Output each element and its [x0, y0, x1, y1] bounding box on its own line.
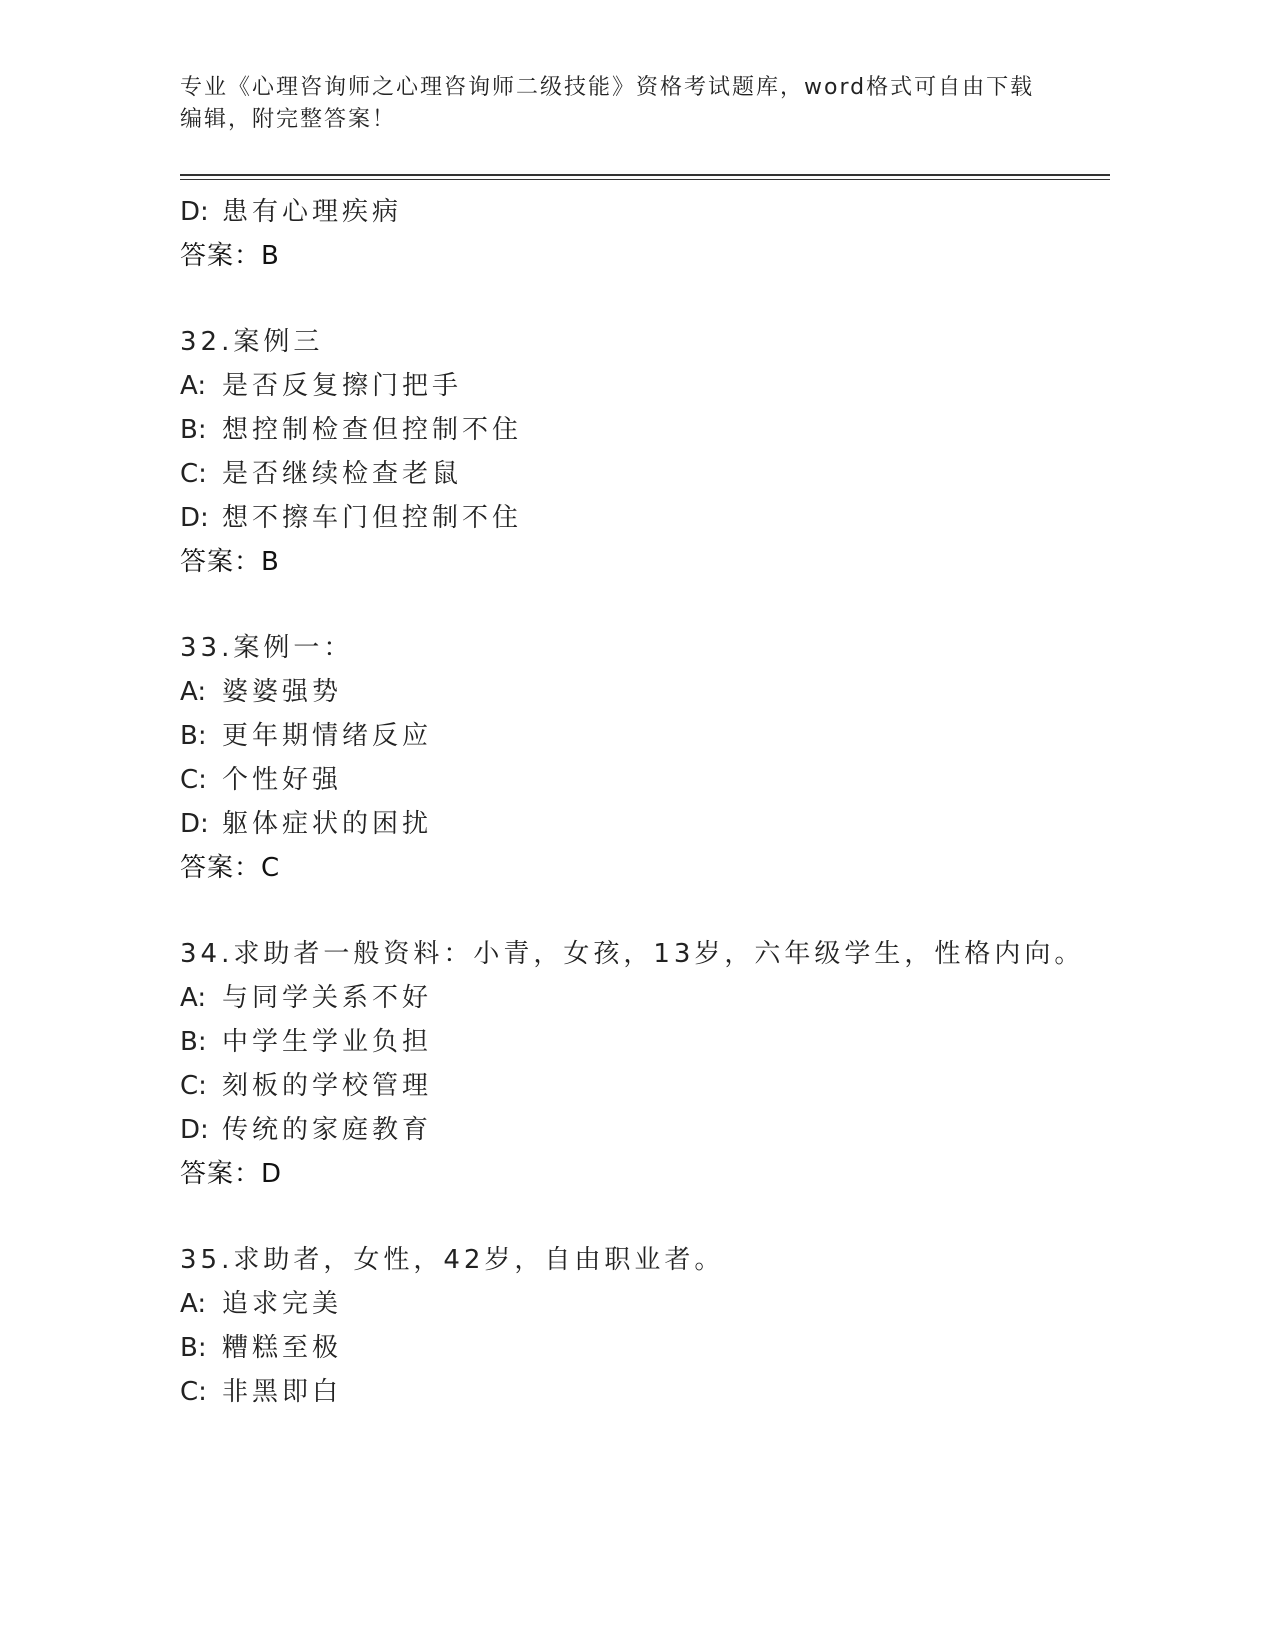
option-key: D: — [180, 503, 209, 533]
option-text: 刻板的学校管理 — [222, 1071, 433, 1101]
option-text: 婆婆强势 — [222, 677, 343, 707]
question-block — [180, 320, 1110, 584]
option-key: C: — [180, 1071, 207, 1101]
header-line-2: 编辑，附完整答案！ — [180, 107, 397, 132]
answer: 答案：D — [180, 1159, 283, 1189]
option-text: 患有心理疾病 — [222, 197, 403, 227]
question-stem: 34.求助者一般资料：小青，女孩，13岁，六年级学生，性格内向。 — [180, 939, 1085, 969]
option-key: B: — [180, 1027, 207, 1057]
option-key: B: — [180, 415, 207, 445]
option-b — [180, 1020, 1110, 1064]
option-d — [180, 496, 1110, 540]
option-key: C: — [180, 765, 207, 795]
option-key: D: — [180, 1115, 209, 1145]
option-key: A: — [180, 677, 207, 707]
option-text: 非黑即白 — [222, 1377, 343, 1407]
option-key: B: — [180, 1333, 207, 1363]
question-list — [180, 190, 1110, 1414]
option-a — [180, 670, 1110, 714]
option-key: A: — [180, 1289, 207, 1319]
option-text: 想控制检查但控制不住 — [222, 415, 523, 445]
option-a — [180, 364, 1110, 408]
question-block — [180, 932, 1110, 1196]
option-b — [180, 714, 1110, 758]
question-block — [180, 190, 1110, 278]
option-a — [180, 1282, 1110, 1326]
option-c — [180, 1064, 1110, 1108]
option-key: A: — [180, 371, 207, 401]
option-key: B: — [180, 721, 207, 751]
option-text: 是否反复擦门把手 — [222, 371, 463, 401]
option-key: C: — [180, 459, 207, 489]
question-stem: 32.案例三 — [180, 327, 324, 357]
option-c — [180, 1370, 1110, 1414]
option-key: C: — [180, 1377, 207, 1407]
option-b — [180, 1326, 1110, 1370]
question-stem: 33.案例一： — [180, 633, 354, 663]
option-text: 追求完美 — [222, 1289, 343, 1319]
option-d — [180, 1108, 1110, 1152]
document-header — [180, 72, 1080, 136]
option-a — [180, 976, 1110, 1020]
option-key: D: — [180, 809, 209, 839]
answer: 答案：B — [180, 547, 280, 577]
answer: 答案：B — [180, 241, 280, 271]
option-text: 是否继续检查老鼠 — [222, 459, 463, 489]
header-divider-thick — [180, 174, 1110, 176]
option-text: 糟糕至极 — [222, 1333, 343, 1363]
question-block — [180, 626, 1110, 890]
option-c — [180, 452, 1110, 496]
question-stem: 35.求助者，女性，42岁，自由职业者。 — [180, 1245, 725, 1275]
header-line-1: 专业《心理咨询师之心理咨询师二级技能》资格考试题库，word格式可自由下载 — [180, 75, 1035, 100]
option-d — [180, 802, 1110, 846]
option-text: 躯体症状的困扰 — [222, 809, 433, 839]
option-text: 想不擦车门但控制不住 — [222, 503, 523, 533]
answer: 答案：C — [180, 853, 281, 883]
option-text: 更年期情绪反应 — [222, 721, 433, 751]
option-text: 与同学关系不好 — [222, 983, 433, 1013]
option-key: A: — [180, 983, 207, 1013]
option-b — [180, 408, 1110, 452]
option-text: 个性好强 — [222, 765, 343, 795]
option-d — [180, 190, 1110, 234]
option-c — [180, 758, 1110, 802]
option-text: 传统的家庭教育 — [222, 1115, 433, 1145]
question-block — [180, 1238, 1110, 1414]
option-key: D: — [180, 197, 209, 227]
header-divider-thin — [180, 179, 1110, 180]
option-text: 中学生学业负担 — [222, 1027, 433, 1057]
